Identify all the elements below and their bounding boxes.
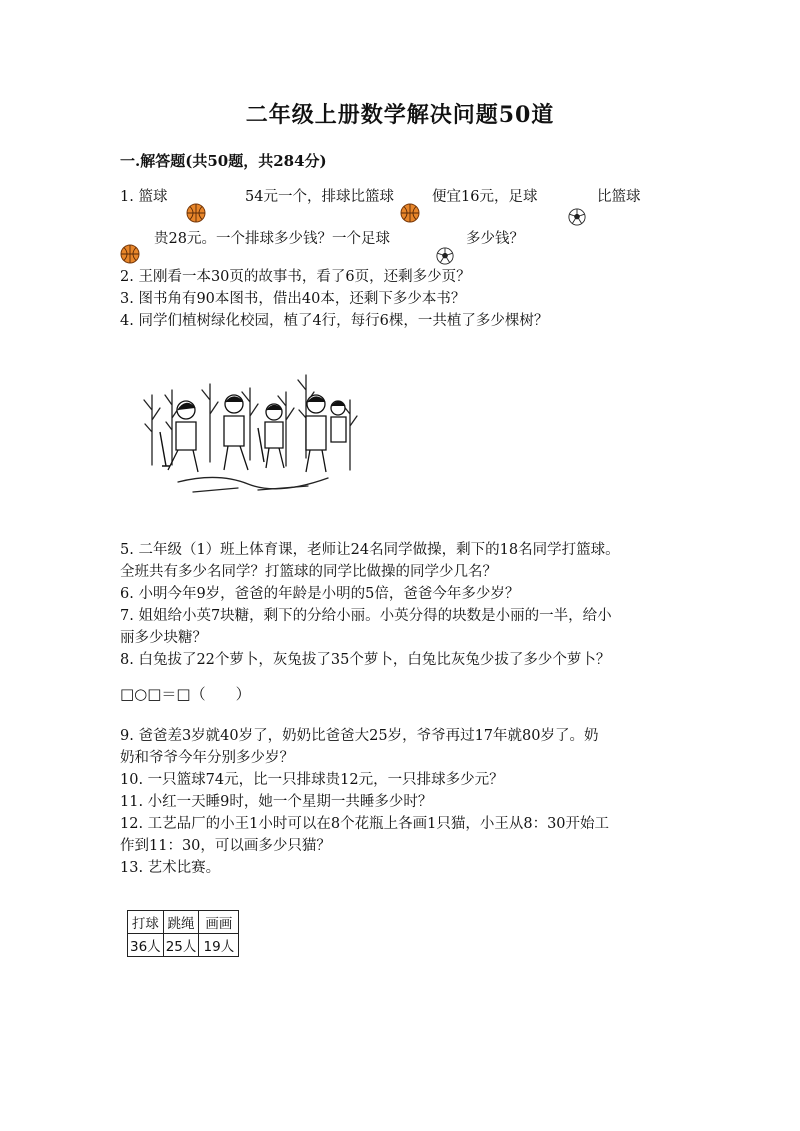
- question-8: 8. 白兔拔了22个萝卜，灰兔拔了35个萝卜，白兔比灰兔少拔了多少个萝卜？: [120, 652, 611, 668]
- football-icon: [568, 208, 586, 226]
- children-planting-trees-illustration: [138, 370, 366, 502]
- table-row: [128, 934, 239, 957]
- question-3: 3. 图书角有90本图书，借出40本，还剩下多少本书？: [120, 291, 466, 307]
- football-icon: [436, 247, 454, 265]
- question-4: 4. 同学们植树绿化校园，植了4行，每行6棵，一共植了多少棵树？: [120, 313, 549, 329]
- q1-text-c: 便宜16元，足球: [432, 189, 538, 205]
- question-9-line-2: 奶和爷爷今年分别多少岁？: [120, 750, 294, 766]
- page-title: 二年级上册数学解决问题50道: [245, 102, 555, 128]
- table-cell: 25人: [163, 934, 199, 957]
- question-13: 13. 艺术比赛。: [120, 860, 221, 876]
- question-12-line-1: 12. 工艺品厂的小王1小时可以在8个花瓶上各画1只猫，小王从8：30开始工: [120, 816, 610, 832]
- volleyball-icon: [400, 203, 420, 223]
- table-header-cell: 跳绳: [163, 911, 199, 934]
- table-header-cell: 打球: [128, 911, 164, 934]
- table-header-row: [128, 911, 239, 934]
- question-2: 2. 王刚看一本30页的故事书，看了6页，还剩多少页？: [120, 269, 471, 285]
- section-heading: 一.解答题(共50题，共284分): [120, 152, 327, 170]
- question-6: 6. 小明今年9岁，爸爸的年龄是小明的5倍，爸爸今年多少岁？: [120, 586, 520, 602]
- question-7-line-1: 7. 姐姐给小英7块糖，剩下的分给小丽。小英分得的块数是小丽的一半，给小: [120, 608, 612, 624]
- question-7-line-2: 丽多少块糖？: [120, 630, 207, 646]
- q1-text-e: 贵28元。一个排球多少钱？一个足球: [154, 231, 390, 247]
- table-header-cell: 画画: [199, 911, 239, 934]
- table-cell: 19人: [199, 934, 239, 957]
- question-5-line-1: 5. 二年级（1）班上体育课，老师让24名同学做操，剩下的18名同学打篮球。: [120, 542, 620, 558]
- question-11: 11. 小红一天睡9时，她一个星期一共睡多少时？: [120, 794, 433, 810]
- basketball-icon: [186, 203, 206, 223]
- question-9-line-1: 9. 爸爸差3岁就40岁了，奶奶比爸爸大25岁，爷爷再过17年就80岁了。奶: [120, 728, 599, 744]
- question-10: 10. 一只篮球74元，比一只排球贵12元，一只排球多少元？: [120, 772, 504, 788]
- q1-text-f: 多少钱？: [466, 231, 524, 247]
- q1-text-a: 1. 篮球: [120, 189, 168, 205]
- question-12-line-2: 作到11：30，可以画多少只猫？: [120, 838, 331, 854]
- basketball-icon: [120, 244, 140, 264]
- table-cell: 36人: [128, 934, 164, 957]
- q1-text-b: 54元一个，排球比篮球: [245, 189, 394, 205]
- q1-text-d: 比篮球: [597, 189, 641, 205]
- activity-table: [127, 910, 239, 957]
- question-5-line-2: 全班共有多少名同学？打篮球的同学比做操的同学少几名？: [120, 564, 497, 580]
- equation-template: □○□＝□（ ）: [120, 685, 251, 703]
